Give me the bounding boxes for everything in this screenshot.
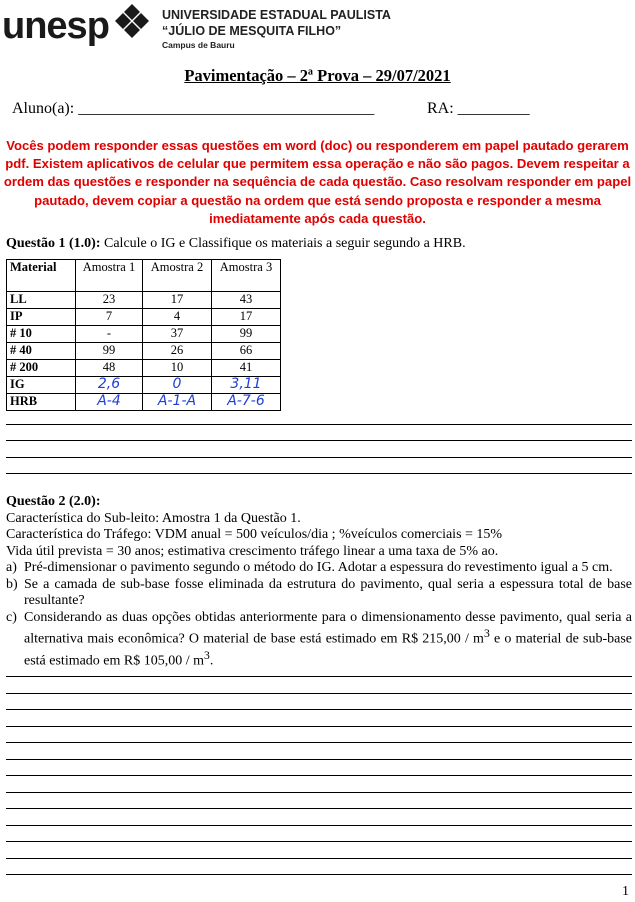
answer-line — [6, 825, 632, 826]
table-row — [7, 309, 281, 326]
instructions: Vocês podem responder essas questões em word (doc) ou responderem em papel pautado gerarem pdf. Existem aplicativos de celular que permitem essa operação e não são pagos. Devem respeitar a ordem das questões e responder na sequência de cada questão. Caso resolvam responder em papel pautado, devem copiar a questão na ordem que está sendo proposta e responder a mesma imediatamente após cada questão. — [3, 138, 632, 226]
row-label: HRB — [7, 394, 76, 411]
handwritten-answer: A-1-A — [143, 394, 212, 411]
answer-line — [6, 424, 632, 425]
question-1 — [6, 236, 466, 252]
table-row — [7, 326, 281, 343]
table-header-row — [7, 260, 281, 292]
student-ra-field: RA: _________ — [427, 100, 530, 117]
question-2-line: Característica do Sub-leito: Amostra 1 da Questão 1. — [6, 510, 301, 526]
table-header-cell: Material — [7, 260, 76, 292]
table-cell: 66 — [212, 343, 281, 360]
table-row — [7, 394, 281, 411]
table-row — [7, 377, 281, 394]
table-cell: 43 — [212, 292, 281, 309]
table-header-cell: Amostra 1 — [76, 260, 143, 292]
handwritten-answer: A-4 — [76, 394, 143, 411]
row-label: IG — [7, 377, 76, 394]
table-cell: 17 — [143, 292, 212, 309]
question-2 — [6, 494, 632, 670]
answer-line — [6, 440, 632, 441]
table-cell: 10 — [143, 360, 212, 377]
table-cell: 41 — [212, 360, 281, 377]
answer-line — [6, 676, 632, 677]
question-2-item-c: c) Considerando as duas opções obtidas anteriormente para o dimensionamento desse pavimento, qual seria a alternativa mais econômica? O material de base está estimado em R$ $215,00 / m^3$ e o material de sub-base está estimado em R$ $105,00 / m^3$. — [6, 609, 632, 669]
university-name: UNIVERSIDADE ESTADUAL PAULISTA — [162, 8, 391, 22]
question-2-item-a: a) Pré-dimensionar o pavimento segundo o método do IG. Adotar a espessura do revestimento igual a 5 cm. — [6, 560, 613, 575]
answer-line — [6, 858, 632, 859]
row-label: # 10 — [7, 326, 76, 343]
table-cell: 48 — [76, 360, 143, 377]
page-title: Pavimentação – 2ª Prova – 29/07/2021 — [184, 66, 451, 85]
answer-line — [6, 808, 632, 809]
hrb-table — [6, 259, 281, 411]
table-cell: 7 — [76, 309, 143, 326]
table-cell: 26 — [143, 343, 212, 360]
row-label: IP — [7, 309, 76, 326]
handwritten-answer: 2,6 — [76, 377, 143, 394]
row-label: LL — [7, 292, 76, 309]
university-subname: “JÚLIO DE MESQUITA FILHO” — [162, 24, 342, 38]
table-cell: 37 — [143, 326, 212, 343]
student-name-field: Aluno(a): _____________________________________ — [12, 100, 375, 117]
answer-line — [6, 726, 632, 727]
table-cell: 99 — [212, 326, 281, 343]
answer-line — [6, 874, 632, 875]
question-2-label: Questão 2 (2.0): — [6, 494, 101, 509]
table-row — [7, 343, 281, 360]
table-cell: 4 — [143, 309, 212, 326]
unesp-logo: unesp — [2, 5, 109, 47]
question-1-text: Calcule o IG e Classifique os materiais a seguir segundo a HRB. — [100, 236, 466, 251]
unesp-logo-mark-icon — [114, 3, 150, 39]
table-cell: 99 — [76, 343, 143, 360]
answer-line — [6, 792, 632, 793]
answer-line — [6, 841, 632, 842]
handwritten-answer: A-7-6 — [212, 394, 281, 411]
table-row — [7, 360, 281, 377]
answer-line — [6, 709, 632, 710]
answer-line — [6, 693, 632, 694]
table-cell: 17 — [212, 309, 281, 326]
question-2-line: Característica do Tráfego: VDM anual = 500 veículos/dia ; %veículos comerciais = 15% — [6, 527, 503, 542]
question-1-label: Questão 1 (1.0): — [6, 236, 101, 251]
table-row — [7, 292, 281, 309]
answer-line — [6, 775, 632, 776]
table-cell: - — [76, 326, 143, 343]
question-2-line: Vida útil prevista = 30 anos; estimativa crescimento tráfego linear a uma taxa de 5% ao. — [6, 543, 499, 559]
row-label: # 200 — [7, 360, 76, 377]
answer-line — [6, 473, 632, 474]
table-cell: 23 — [76, 292, 143, 309]
answer-line — [6, 759, 632, 760]
answer-line — [6, 457, 632, 458]
question-2-item-b: b) Se a camada de sub-base fosse eliminada da estrutura do pavimento, qual seria a espessura total de base resultante? — [6, 576, 632, 608]
handwritten-answer: 3,11 — [212, 377, 281, 394]
page-number: 1 — [622, 884, 629, 899]
row-label: # 40 — [7, 343, 76, 360]
handwritten-answer: 0 — [143, 377, 212, 394]
table-header-cell: Amostra 3 — [212, 260, 281, 292]
campus-name: Campus de Bauru — [162, 40, 235, 50]
answer-line — [6, 742, 632, 743]
table-header-cell: Amostra 2 — [143, 260, 212, 292]
